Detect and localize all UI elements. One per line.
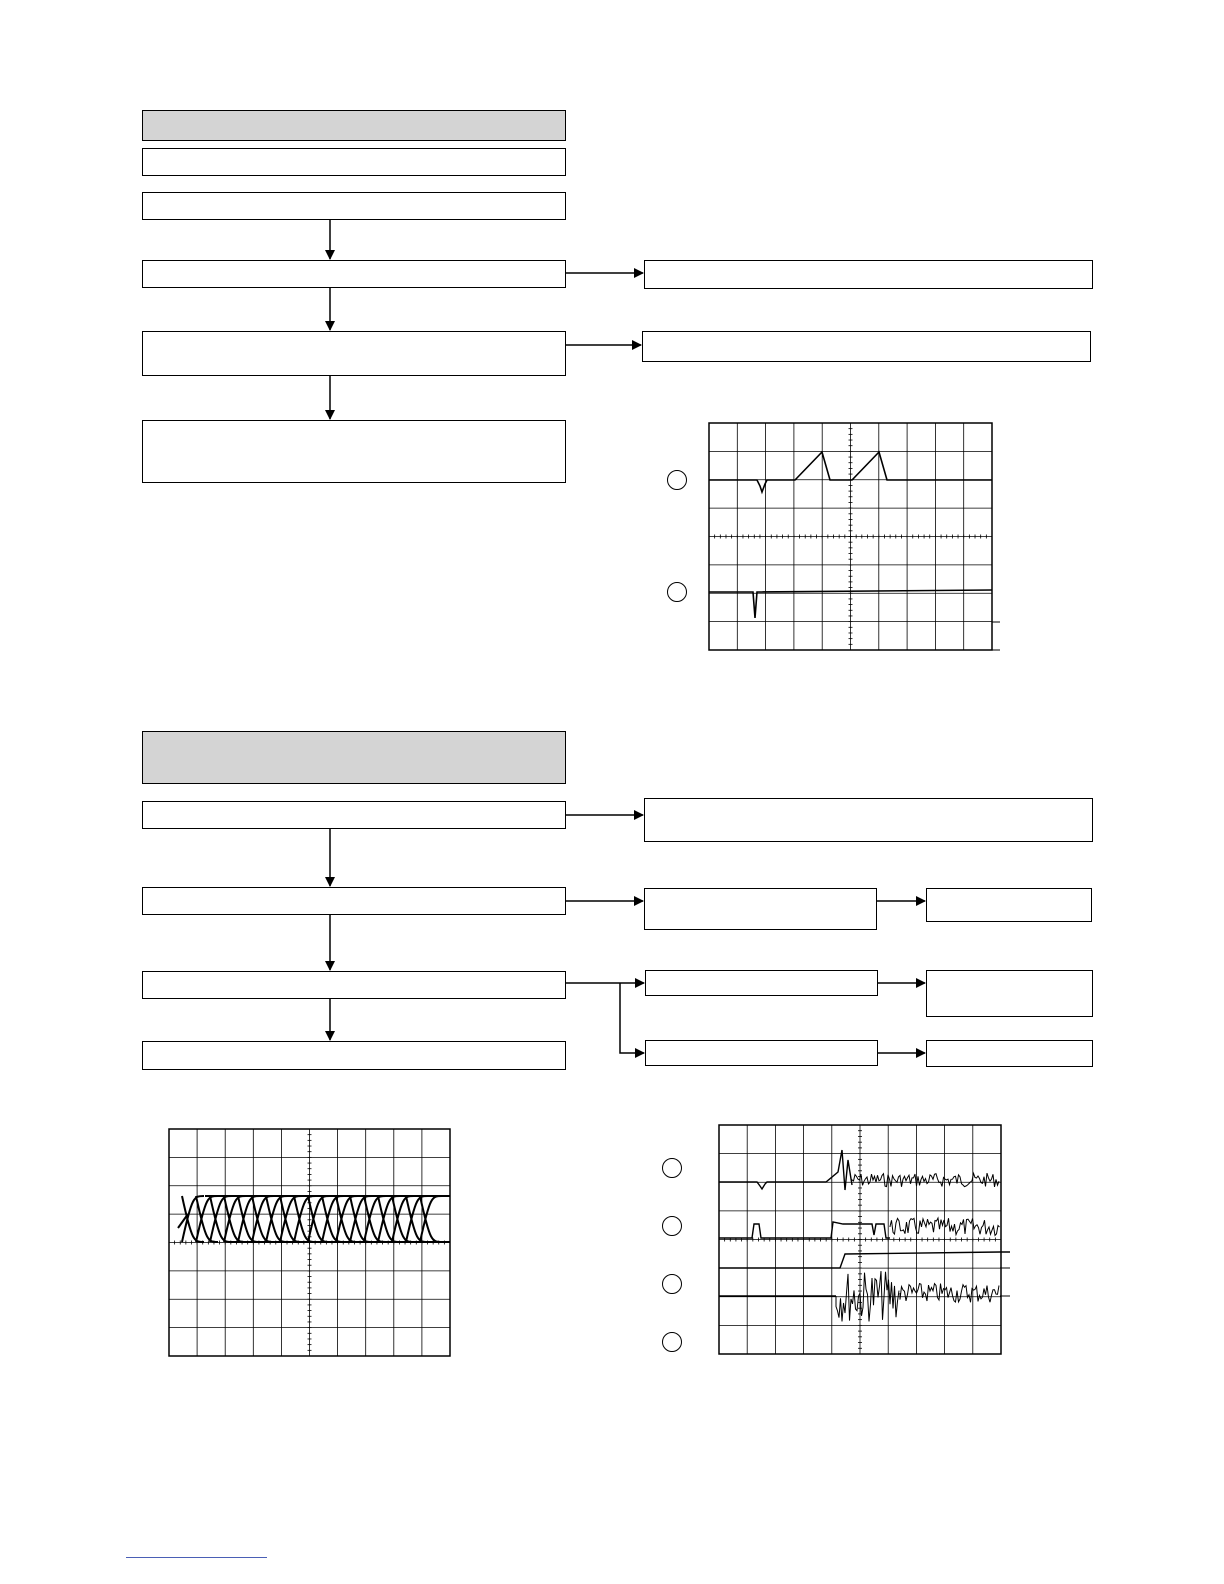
scope-3-noise-trace-4b: [900, 1284, 999, 1303]
scope-3-trace-2: [719, 1222, 890, 1238]
scope-3-channel-marker-3: [662, 1274, 682, 1294]
scope-3-channel-marker-4: [662, 1332, 682, 1352]
scope-3-channel-marker-1: [662, 1158, 682, 1178]
scope-3-noise-trace-1: [852, 1173, 999, 1187]
footer-link-underline: [126, 1557, 267, 1558]
scope-3-channel-marker-2: [662, 1216, 682, 1236]
scope-3-trace-3: [719, 1252, 1010, 1268]
scope-3-noise-trace-4a: [836, 1271, 899, 1321]
